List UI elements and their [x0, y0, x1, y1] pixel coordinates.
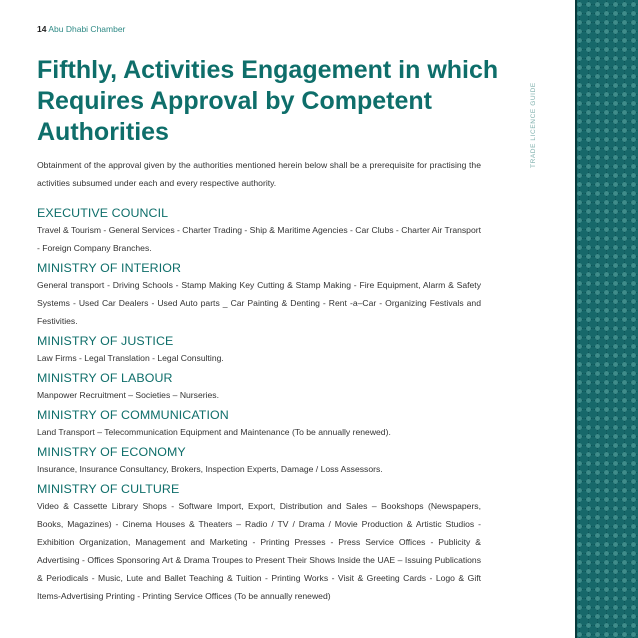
- section-executive-council: [37, 205, 481, 257]
- section-body: Video & Cassette Library Shops - Software Import, Export, Distribution and Sales – Bookshops (Newspapers, Books, Magazines) - Cinema Houses & Theaters – Radio / TV / Drama / Movie Production & Artistic Studios - Exhibition Organization, Management and Marketing - Printing Presses - Press Service Offices - Publicity & Advertising - Offices Sponsoring Art & Drama Troupes to Present Their Shows Inside the UAE – Issuing Publications & Periodicals - Music, Lute and Ballet Teaching & Tuition - Printing Works - Visit & Greeting Cards - Logo & Gift Items-Advertising Printing - Printing Service Offices (To be annually renewed): [37, 501, 481, 601]
- section-body: Manpower Recruitment – Societies – Nurseries.: [37, 390, 219, 400]
- page-title: Fifthly, Activities Engagement in which Requires Approval by Competent Authorities: [37, 56, 499, 146]
- section-ministry-of-culture: [37, 481, 481, 605]
- pattern-strip-edge: [575, 0, 577, 638]
- section-ministry-of-communication: [37, 407, 481, 441]
- section-heading: MINISTRY OF COMMUNICATION: [37, 408, 229, 422]
- page-number: 14: [37, 24, 47, 34]
- section-heading: MINISTRY OF CULTURE: [37, 482, 180, 496]
- section-body: General transport - Driving Schools - Stamp Making Key Cutting & Stamp Making - Fire Equipment, Alarm & Safety Systems - Used Car Dealers - Used Auto parts _ Car Painting & Denting - Rent -a–Car - Organizing Festivals and Festivities.: [37, 280, 481, 326]
- section-ministry-of-interior: [37, 260, 481, 330]
- section-heading: MINISTRY OF JUSTICE: [37, 334, 174, 348]
- decorative-pattern-strip: [575, 0, 638, 638]
- section-heading: EXECUTIVE COUNCIL: [37, 206, 169, 220]
- section-body: Land Transport – Telecommunication Equipment and Maintenance (To be annually renewed).: [37, 427, 391, 437]
- publisher-name: Abu Dhabi Chamber: [48, 24, 126, 34]
- authority-sections: [37, 205, 481, 608]
- intro-paragraph: Obtainment of the approval given by the authorities mentioned herein below shall be a prerequisite for practising the activities subsumed under each and every respective authority.: [37, 160, 481, 188]
- section-heading: MINISTRY OF ECONOMY: [37, 445, 186, 459]
- section-body: Travel & Tourism - General Services - Charter Trading - Ship & Maritime Agencies - Car Clubs - Charter Air Transport - Foreign Company Branches.: [37, 225, 481, 253]
- side-running-title: [530, 38, 544, 168]
- section-heading: MINISTRY OF LABOUR: [37, 371, 173, 385]
- section-ministry-of-justice: [37, 333, 481, 367]
- section-ministry-of-economy: [37, 444, 481, 478]
- section-heading: MINISTRY OF INTERIOR: [37, 261, 182, 275]
- page-header: [37, 24, 125, 34]
- section-body: Law Firms - Legal Translation - Legal Consulting.: [37, 353, 224, 363]
- section-body: Insurance, Insurance Consultancy, Brokers, Inspection Experts, Damage / Loss Assessors.: [37, 464, 383, 474]
- section-ministry-of-labour: [37, 370, 481, 404]
- side-running-title-text: TRADE LICENCE GUIDE: [530, 82, 537, 168]
